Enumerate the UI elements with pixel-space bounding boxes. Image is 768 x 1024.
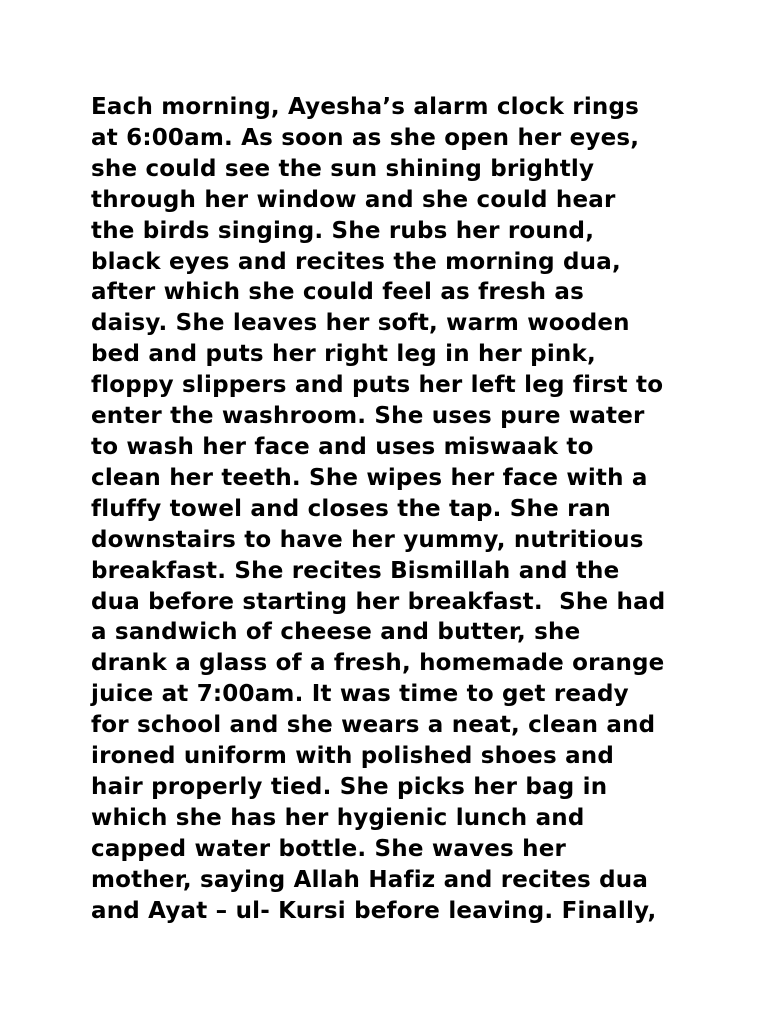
paragraph-line-2: at 6:00am. As soon as she open her eyes, xyxy=(91,124,640,151)
paragraph-line-18: a sandwich of cheese and butter, she xyxy=(91,619,581,646)
paragraph-line-4: through her window and she could hear xyxy=(91,186,616,213)
paragraph-line-1: Each morning, Ayesha’s alarm clock rings xyxy=(91,94,640,120)
paragraph-line-6: black eyes and recites the morning dua, xyxy=(91,248,621,275)
paragraph-line-13: clean her teeth. She wipes her face with a xyxy=(91,464,648,491)
paragraph-line-9: bed and puts her right leg in her pink, xyxy=(91,341,596,368)
paragraph-line-14: fluffy towel and closes the tap. She ran xyxy=(91,495,611,522)
paragraph-line-3: she could see the sun shining brightly xyxy=(91,155,595,182)
paragraph-line-15: downstairs to have her yummy, nutritious xyxy=(91,526,644,553)
paragraph-line-16: breakfast. She recites Bismillah and the xyxy=(91,557,620,584)
paragraph-line-21: for school and she wears a neat, clean and xyxy=(91,712,656,739)
paragraph-line-20: juice at 7:00am. It was time to get ready xyxy=(91,681,629,708)
paragraph-line-5: the birds singing. She rubs her round, xyxy=(91,217,595,244)
paragraph-line-22: ironed uniform with polished shoes and xyxy=(91,743,615,770)
paragraph-line-23: hair properly tied. She picks her bag in xyxy=(91,773,608,800)
paragraph-line-25: capped water bottle. She waves her xyxy=(91,835,567,862)
paragraph-line-8: daisy. She leaves her soft, warm wooden xyxy=(91,310,630,337)
paragraph-line-10: floppy slippers and puts her left leg first to xyxy=(91,372,664,399)
paragraph-line-17: dua before starting her breakfast. She had xyxy=(91,588,666,615)
paragraph-line-11: enter the washroom. She uses pure water xyxy=(91,403,645,430)
paragraph-line-26: mother, saying Allah Hafiz and recites dua xyxy=(91,866,649,893)
paragraph-line-12: to wash her face and uses miswaak to xyxy=(91,433,594,460)
paragraph-line-19: drank a glass of a fresh, homemade orange xyxy=(91,650,665,677)
paragraph xyxy=(91,92,731,926)
paragraph-line-27: and Ayat – ul- Kursi before leaving. Finally, xyxy=(91,897,657,924)
paragraph-line-24: which she has her hygienic lunch and xyxy=(91,804,585,831)
paragraph-line-7: after which she could feel as fresh as xyxy=(91,279,584,306)
